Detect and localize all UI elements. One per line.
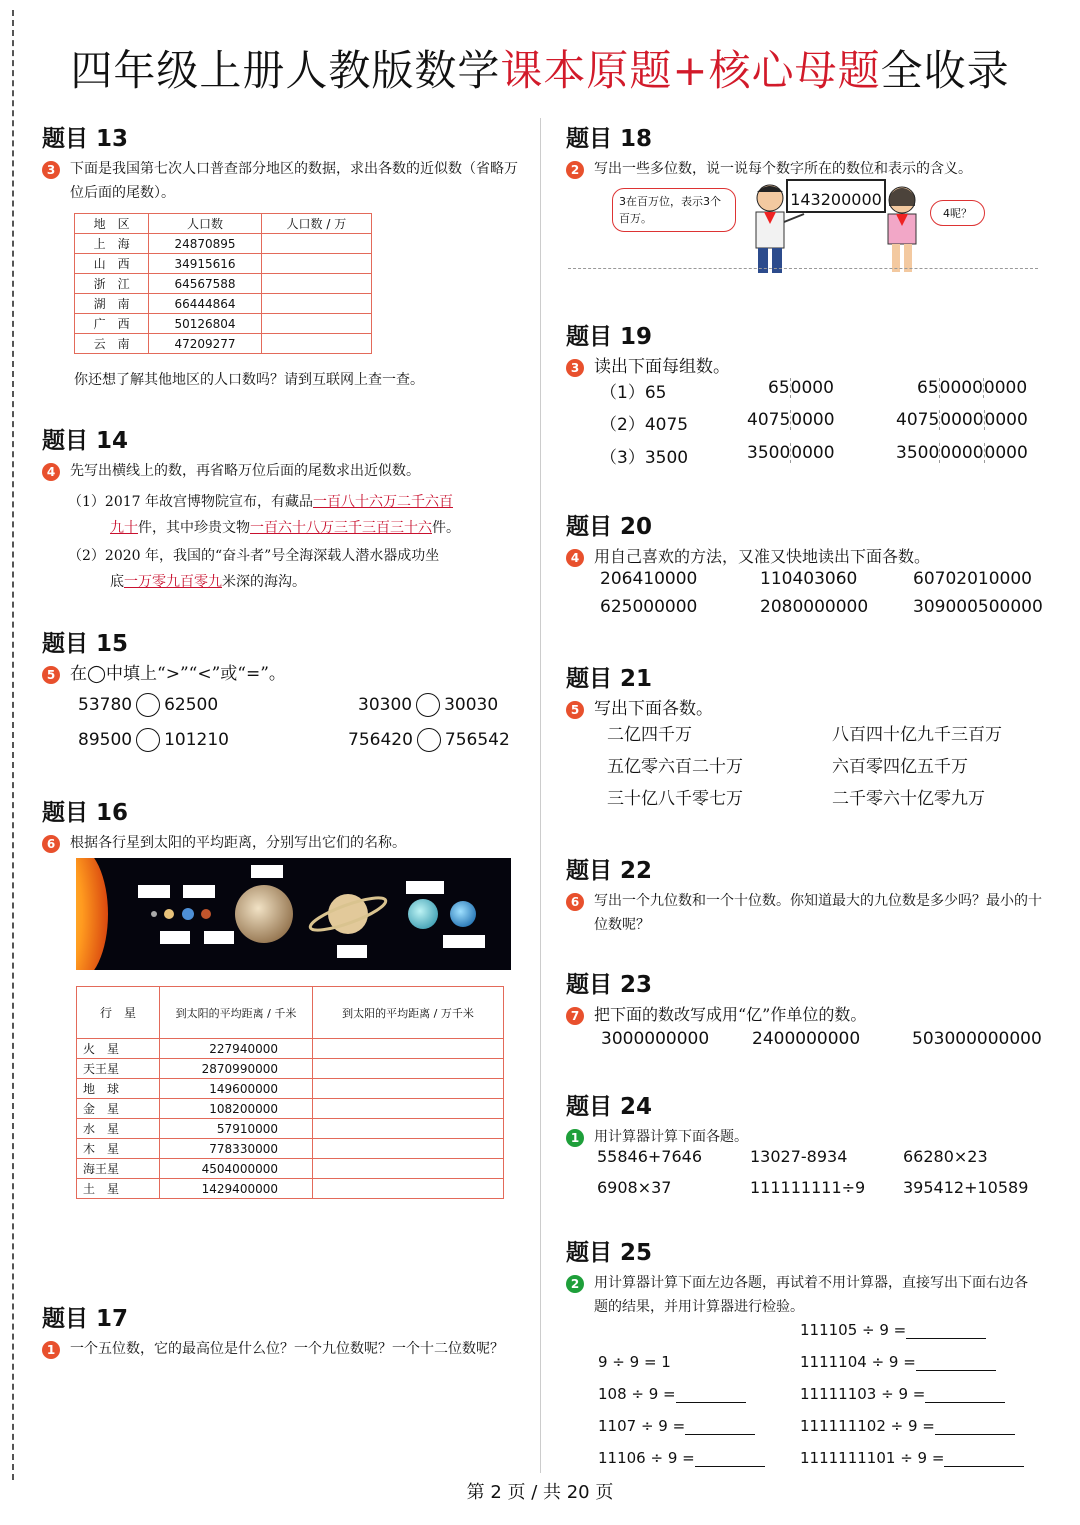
- question-text: 先写出横线上的数，再省略万位后面的尾数求出近似数。: [70, 463, 420, 479]
- chinese-number: 三十亿八千零七万: [607, 789, 743, 809]
- division-item: 111111102 ÷ 9 =: [800, 1417, 1015, 1435]
- compare-circle[interactable]: [136, 693, 160, 717]
- read-group-label: （1）65: [600, 383, 667, 403]
- sub-question-2: （2）2020 年，我国的“奋斗者”号全海深载人潜水器成功坐 底一万零九百零九米深的海沟。: [68, 548, 440, 590]
- question-text: 用计算器计算下面左边各题，再试着不用计算器，直接写出下面右边各题的结果，并用计算器进行检验。: [594, 1275, 1028, 1315]
- division-item: 108 ÷ 9 =: [598, 1385, 746, 1403]
- question-number-badge: 1: [566, 1129, 584, 1147]
- number-item: 110403060: [760, 569, 858, 589]
- name-blank: [204, 931, 234, 944]
- question-title: 题目 17: [42, 1306, 129, 1332]
- planet-distance-table: 行 星 到太阳的平均距离 / 千米 到太阳的平均距离 / 万千米 火 星 227940000 天王星 2870990000 地 球 149600000 金 星 108200000 水 星 57910000 木 星 778330000 海王星 4504000000 土 星 1429400000: [76, 986, 504, 1199]
- question-text: 用计算器计算下面各题。: [594, 1129, 748, 1145]
- compare-item: 756420 756542: [348, 730, 510, 750]
- question-number-badge: 3: [566, 359, 584, 377]
- answer-blank[interactable]: [685, 1434, 755, 1435]
- question-number-badge: 3: [42, 161, 60, 179]
- jupiter-icon: [235, 885, 293, 943]
- question-23: [566, 966, 1046, 1027]
- question-20: [566, 508, 1046, 569]
- number-item: 309000500000: [913, 597, 1043, 617]
- mars-icon: [201, 909, 211, 919]
- answer-blank[interactable]: [916, 1370, 996, 1371]
- compare-item: 53780 62500: [78, 695, 219, 715]
- question-text: 根据各行星到太阳的平均距离，分别写出它们的名称。: [70, 835, 406, 851]
- answer-blank[interactable]: [935, 1434, 1015, 1435]
- question-title: 题目 25: [566, 1240, 653, 1266]
- number-item: 503000000000: [912, 1029, 1042, 1049]
- question-text: 写出一些多位数，说一说每个数字所在的数位和表示的含义。: [594, 161, 972, 177]
- question-text: 读出下面每组数。: [594, 357, 730, 377]
- question-text: 在◯中填上“>”“<”或“=”。: [70, 664, 286, 684]
- speech-bubble-left: 3在百万位，表示3个百万。: [612, 188, 736, 232]
- compare-circle[interactable]: [416, 693, 440, 717]
- number-item: 206410000: [600, 569, 698, 589]
- compare-circle[interactable]: [417, 728, 441, 752]
- question-text: 一个五位数，它的最高位是什么位？一个九位数呢？一个十二位数呢？: [70, 1341, 504, 1357]
- question-title: 题目 15: [42, 631, 129, 657]
- question-number-badge: 5: [42, 666, 60, 684]
- answer-blank[interactable]: [944, 1466, 1024, 1467]
- question-title: 题目 22: [566, 858, 653, 884]
- name-blank: [160, 931, 190, 944]
- division-item: 1107 ÷ 9 =: [598, 1417, 755, 1435]
- calc-item: 66280×23: [903, 1147, 988, 1166]
- answer-blank[interactable]: [925, 1402, 1005, 1403]
- number-item: 2400000000: [752, 1029, 861, 1049]
- uranus-icon: [408, 899, 438, 929]
- page-title: 四年级上册人教版数学课本原题+核心母题全收录: [70, 46, 1010, 95]
- mercury-icon: [151, 911, 157, 917]
- answer-blank[interactable]: [906, 1338, 986, 1339]
- question-number-badge: 6: [42, 835, 60, 853]
- name-blank: [443, 935, 485, 948]
- read-number: 350000000000: [896, 443, 1028, 463]
- question-title: 题目 16: [42, 800, 129, 826]
- sub-question-1: （1）2017 年故宫博物院宣布，有藏品一百八十六万二千六百 九十件，其中珍贵文物一百六十八万三千三百三十六件。: [68, 494, 460, 536]
- division-item: 11111103 ÷ 9 =: [800, 1385, 1005, 1403]
- division-item: 11106 ÷ 9 =: [598, 1449, 765, 1467]
- question-text: 用自己喜欢的方法，又准又快地读出下面各数。: [594, 547, 931, 566]
- question-25: [566, 1234, 1040, 1319]
- question-number-badge: 4: [566, 549, 584, 567]
- division-item: 1111111101 ÷ 9 =: [800, 1449, 1024, 1467]
- division-item: 111105 ÷ 9 =: [800, 1321, 986, 1339]
- page-footer: 第 2 页 / 共 20 页: [466, 1482, 614, 1503]
- divider: [568, 268, 1038, 269]
- read-group-label: （3）3500: [600, 448, 689, 468]
- question-text: 写出下面各数。: [594, 699, 713, 719]
- question-number-badge: 1: [42, 1341, 60, 1359]
- question-title: 题目 24: [566, 1094, 653, 1120]
- followup-text: 你还想了解其他地区的人口数吗？请到互联网上查一查。: [74, 372, 424, 388]
- calc-item: 111111111÷9: [750, 1178, 866, 1197]
- calc-item: 6908×37: [597, 1178, 672, 1197]
- column-divider: [540, 118, 541, 1473]
- question-number-badge: 6: [566, 893, 584, 911]
- question-number-badge: 2: [566, 161, 584, 179]
- question-number-badge: 5: [566, 701, 584, 719]
- chinese-number: 五亿零六百二十万: [607, 757, 743, 777]
- question-24: [566, 1088, 1046, 1149]
- calc-item: 395412+10589: [903, 1178, 1029, 1197]
- question-14: [42, 422, 520, 595]
- name-blank: [183, 885, 215, 898]
- number-item: 3000000000: [601, 1029, 710, 1049]
- chinese-number: 二千零六十亿零九万: [832, 789, 985, 809]
- earth-icon: [182, 908, 194, 920]
- read-number: 407500000000: [896, 410, 1028, 430]
- question-title: 题目 14: [42, 428, 129, 454]
- question-number-badge: 2: [566, 1275, 584, 1293]
- board-number: 143200000: [790, 190, 882, 209]
- population-table: 地 区 人口数 人口数 / 万 上 海 24870895 山 西 34915616 浙 江 64567588 湖 南 66444864 广 西 50126804 云 南 47209277: [74, 213, 372, 354]
- read-number: 6500000000: [917, 378, 1028, 398]
- question-title: 题目 19: [566, 324, 653, 350]
- compare-item: 89500 101210: [78, 730, 229, 750]
- compare-circle[interactable]: [136, 728, 160, 752]
- name-blank: [406, 881, 444, 894]
- question-number-badge: 7: [566, 1007, 584, 1025]
- question-number-badge: 4: [42, 463, 60, 481]
- question-text: 写出一个九位数和一个十位数。你知道最大的九位数是多少吗？最小的十位数呢？: [594, 893, 1042, 933]
- question-13: [42, 120, 522, 392]
- question-title: 题目 21: [566, 666, 653, 692]
- cut-line: [12, 10, 14, 1480]
- answer-blank[interactable]: [676, 1402, 746, 1403]
- question-15: [42, 625, 522, 686]
- number-item: 2080000000: [760, 597, 869, 617]
- speech-bubble-right: 4呢？: [930, 200, 985, 226]
- question-17: [42, 1300, 520, 1361]
- name-blank: [251, 865, 283, 878]
- chinese-number: 二亿四千万: [607, 725, 692, 745]
- question-title: 题目 18: [566, 126, 653, 152]
- calc-item: 55846+7646: [597, 1147, 703, 1166]
- question-text: 把下面的数改写成用“亿”作单位的数。: [594, 1005, 867, 1024]
- solar-system-image: [76, 858, 511, 970]
- division-item: 1111104 ÷ 9 =: [800, 1353, 996, 1371]
- venus-icon: [164, 909, 174, 919]
- number-item: 60702010000: [913, 569, 1032, 589]
- read-number: 650000: [768, 378, 834, 398]
- question-19: [566, 318, 1046, 379]
- read-number: 35000000: [747, 443, 835, 463]
- read-group-label: （2）4075: [600, 415, 689, 435]
- question-22: [566, 852, 1046, 937]
- calc-item: 13027-8934: [750, 1147, 848, 1166]
- question-title: 题目 23: [566, 972, 653, 998]
- question-18: [566, 120, 1046, 181]
- read-number: 40750000: [747, 410, 835, 430]
- compare-item: 30300 30030: [358, 695, 499, 715]
- question-title: 题目 20: [566, 514, 653, 540]
- question-16: [42, 794, 522, 855]
- question-title: 题目 13: [42, 126, 129, 152]
- chinese-number: 八百四十亿九千三百万: [832, 725, 1002, 745]
- name-blank: [337, 945, 367, 958]
- question-21: [566, 660, 1046, 721]
- question-text: 下面是我国第七次人口普查部分地区的数据，求出各数的近似数（省略万位后面的尾数）。: [70, 161, 518, 201]
- chinese-number: 六百零四亿五千万: [832, 757, 968, 777]
- answer-blank[interactable]: [695, 1466, 765, 1467]
- number-item: 625000000: [600, 597, 698, 617]
- neptune-icon: [450, 901, 476, 927]
- name-blank: [138, 885, 170, 898]
- division-item: 9 ÷ 9 = 1: [598, 1353, 671, 1371]
